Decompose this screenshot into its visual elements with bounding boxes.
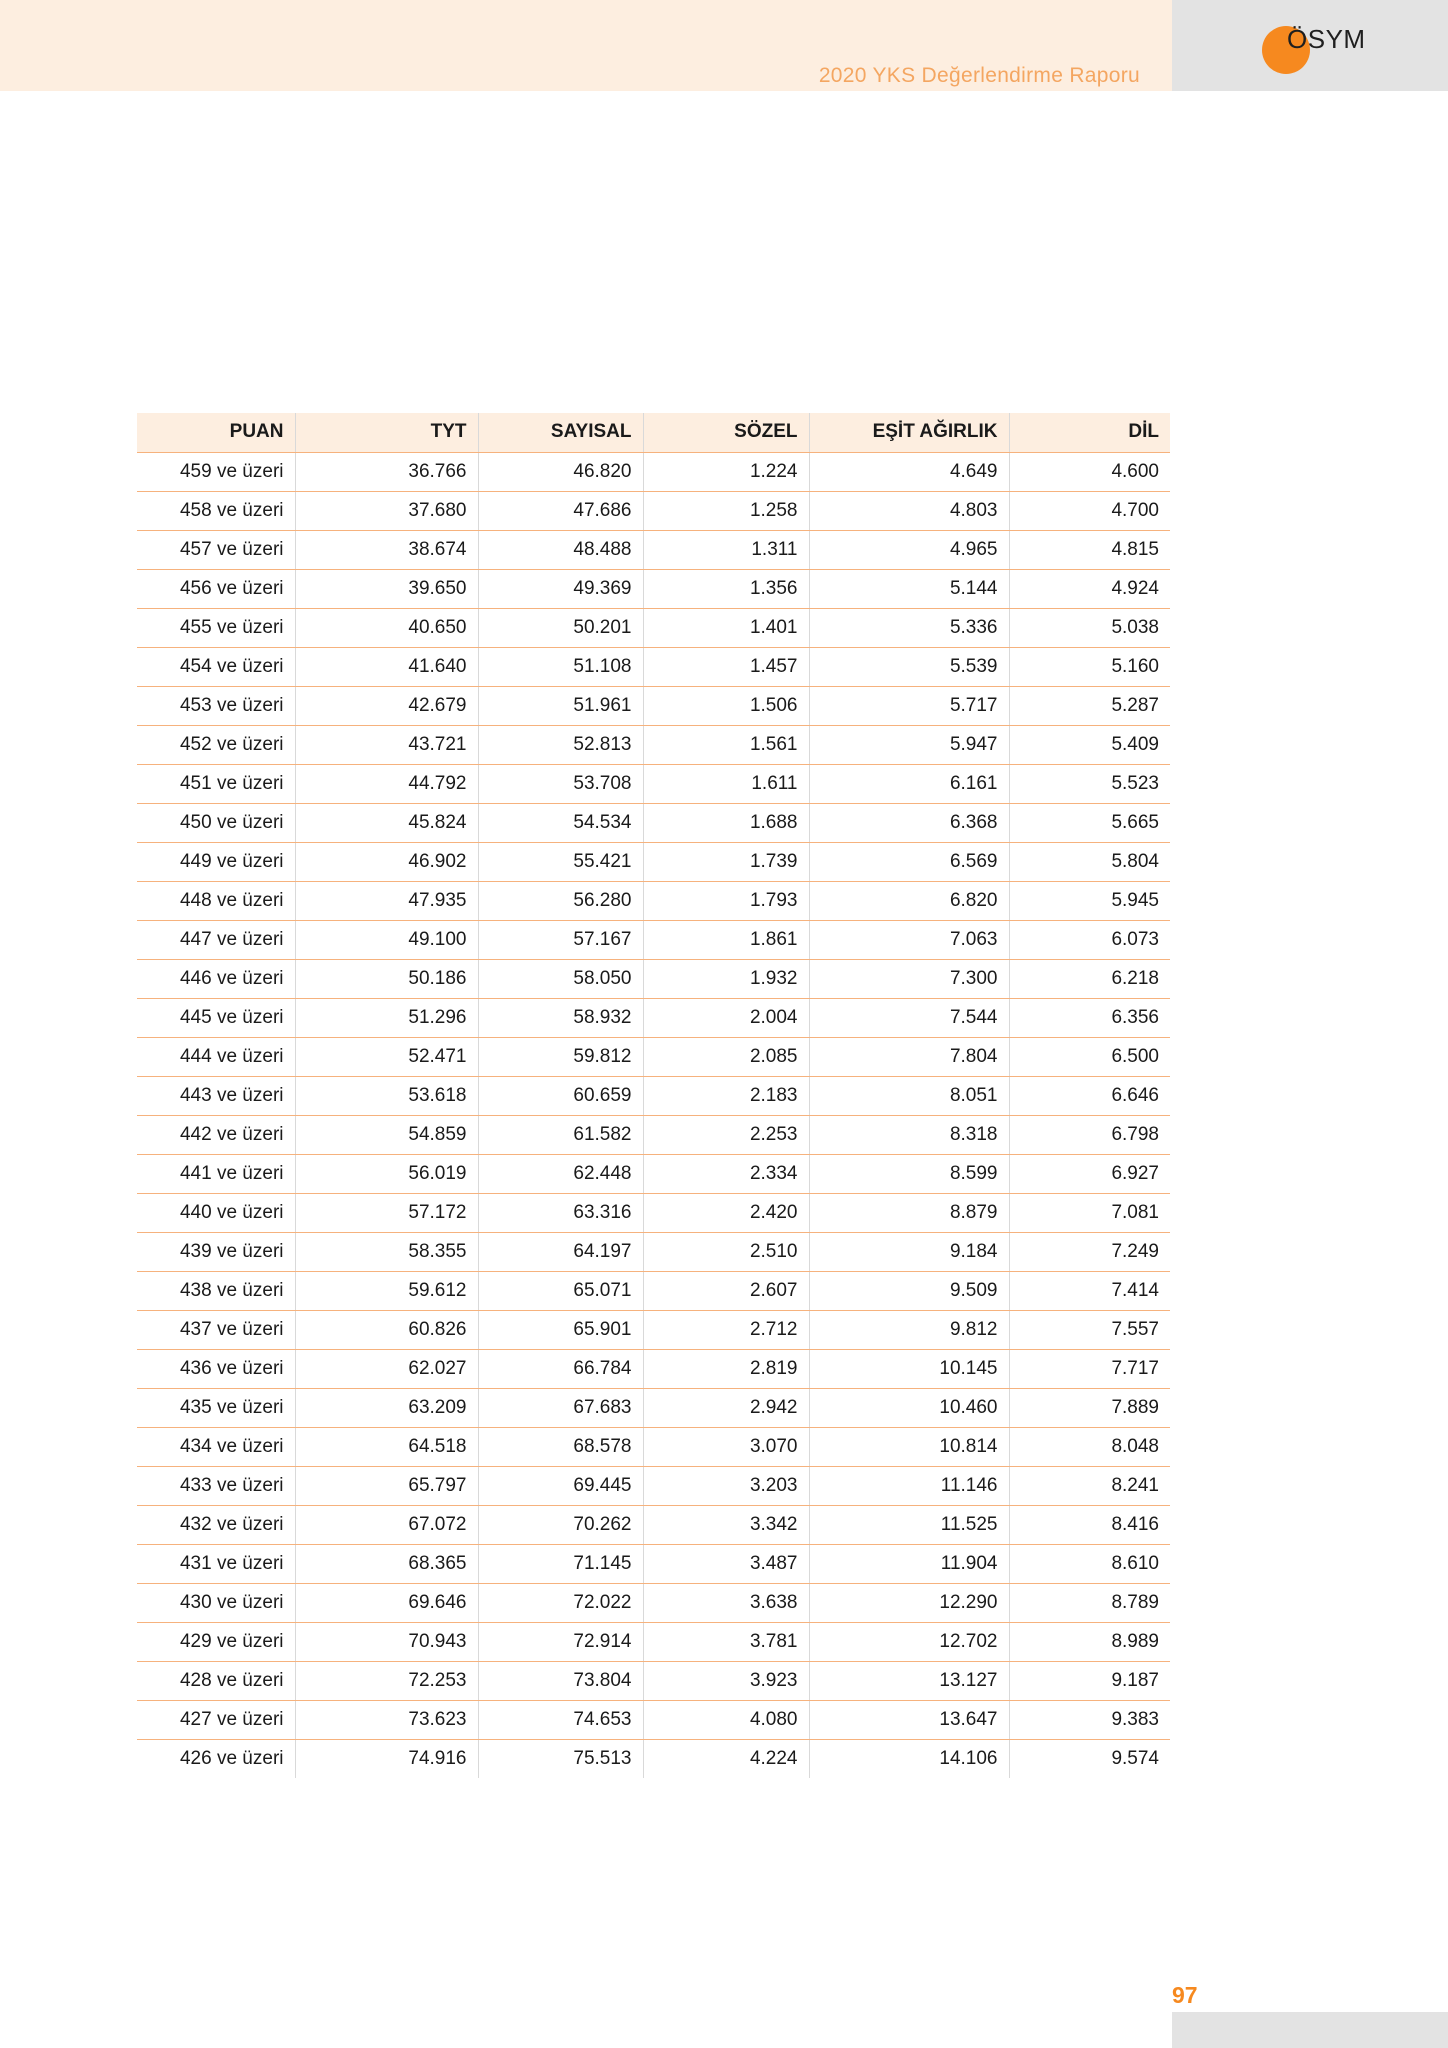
table-cell: 2.712 xyxy=(643,1310,809,1349)
table-cell: 9.184 xyxy=(809,1232,1009,1271)
table-cell: 10.145 xyxy=(809,1349,1009,1388)
table-cell: 9.812 xyxy=(809,1310,1009,1349)
table-cell: 51.296 xyxy=(295,998,478,1037)
column-header: PUAN xyxy=(137,413,295,452)
table-cell: 63.209 xyxy=(295,1388,478,1427)
table-cell: 444 ve üzeri xyxy=(137,1037,295,1076)
table-cell: 4.965 xyxy=(809,530,1009,569)
table-cell: 12.702 xyxy=(809,1622,1009,1661)
table-cell: 6.161 xyxy=(809,764,1009,803)
header-band xyxy=(0,0,1172,91)
table-row xyxy=(137,1466,1170,1505)
table-row xyxy=(137,842,1170,881)
table-cell: 7.804 xyxy=(809,1037,1009,1076)
table-cell: 56.019 xyxy=(295,1154,478,1193)
table-cell: 8.051 xyxy=(809,1076,1009,1115)
column-header: SAYISAL xyxy=(478,413,643,452)
table-cell: 10.460 xyxy=(809,1388,1009,1427)
table-row xyxy=(137,1115,1170,1154)
table-cell: 432 ve üzeri xyxy=(137,1505,295,1544)
table-cell: 9.574 xyxy=(1111,1747,1159,1769)
table-cell: 54.859 xyxy=(295,1115,478,1154)
table-row xyxy=(137,1193,1170,1232)
table-cell: 1.258 xyxy=(643,491,809,530)
table-cell: 70.943 xyxy=(295,1622,478,1661)
table-cell: 7.889 xyxy=(1009,1388,1170,1427)
table-cell: 441 ve üzeri xyxy=(137,1154,295,1193)
table-cell: 41.640 xyxy=(295,647,478,686)
table-cell: 2.334 xyxy=(643,1154,809,1193)
table-cell: 428 ve üzeri xyxy=(137,1661,295,1700)
table-cell: 7.717 xyxy=(1009,1349,1170,1388)
table-cell: 54.534 xyxy=(478,803,643,842)
table-cell: 3.342 xyxy=(643,1505,809,1544)
table-row xyxy=(137,1427,1170,1466)
table-cell: 5.038 xyxy=(1009,608,1170,647)
table-cell: 1.457 xyxy=(643,647,809,686)
table-cell: 60.826 xyxy=(295,1310,478,1349)
table-row xyxy=(137,1739,1170,1778)
table-cell: 75.513 xyxy=(478,1739,643,1778)
table-cell: 8.610 xyxy=(1009,1544,1170,1583)
table-cell: 9.383 xyxy=(1009,1700,1170,1739)
table-cell: 36.766 xyxy=(295,452,478,491)
table-cell: 8.048 xyxy=(1009,1427,1170,1466)
table-cell: 445 ve üzeri xyxy=(137,998,295,1037)
table-cell: 40.650 xyxy=(295,608,478,647)
table-cell: 73.623 xyxy=(295,1700,478,1739)
score-table-wrapper xyxy=(137,413,1170,1778)
table-cell: 49.100 xyxy=(295,920,478,959)
table-cell: 46.820 xyxy=(478,452,643,491)
table-cell: 49.369 xyxy=(478,569,643,608)
table-cell: 8.789 xyxy=(1009,1583,1170,1622)
table-cell: 427 ve üzeri xyxy=(137,1700,295,1739)
table-cell: 13.647 xyxy=(809,1700,1009,1739)
table-cell: 5.523 xyxy=(1009,764,1170,803)
table-cell: 3.070 xyxy=(643,1427,809,1466)
table-cell: 4.600 xyxy=(1009,452,1170,491)
table-cell: 53.708 xyxy=(478,764,643,803)
table-cell: 447 ve üzeri xyxy=(137,920,295,959)
table-cell: 455 ve üzeri xyxy=(137,608,295,647)
table-cell: 2.183 xyxy=(643,1076,809,1115)
table-cell: 7.557 xyxy=(1009,1310,1170,1349)
table-cell: 62.027 xyxy=(295,1349,478,1388)
table-cell: 7.544 xyxy=(809,998,1009,1037)
column-header: TYT xyxy=(295,413,478,452)
table-cell: 8.989 xyxy=(1009,1622,1170,1661)
table-cell: 65.901 xyxy=(478,1310,643,1349)
table-cell: 11.904 xyxy=(809,1544,1009,1583)
table-cell: 69.445 xyxy=(478,1466,643,1505)
table-cell: 3.923 xyxy=(643,1661,809,1700)
table-row xyxy=(137,1232,1170,1271)
table-cell: 8.879 xyxy=(809,1193,1009,1232)
table-cell: 72.253 xyxy=(295,1661,478,1700)
table-cell: 57.172 xyxy=(295,1193,478,1232)
table-cell: 452 ve üzeri xyxy=(137,725,295,764)
table-cell: 48.488 xyxy=(478,530,643,569)
table-cell: 50.201 xyxy=(478,608,643,647)
table-cell: 47.686 xyxy=(478,491,643,530)
table-cell: 59.612 xyxy=(295,1271,478,1310)
table-cell: 6.798 xyxy=(1009,1115,1170,1154)
table-cell: 44.792 xyxy=(295,764,478,803)
table-cell: 454 ve üzeri xyxy=(137,647,295,686)
table-cell: 6.927 xyxy=(1009,1154,1170,1193)
table-row xyxy=(137,1037,1170,1076)
table-cell: 459 ve üzeri xyxy=(137,452,295,491)
table-cell: 45.824 xyxy=(295,803,478,842)
table-cell: 6.569 xyxy=(809,842,1009,881)
table-body xyxy=(137,452,1170,1778)
table-cell: 5.160 xyxy=(1009,647,1170,686)
table-cell: 5.717 xyxy=(809,686,1009,725)
report-title: 2020 YKS Değerlendirme Raporu xyxy=(818,64,1140,87)
table-cell: 438 ve üzeri xyxy=(137,1271,295,1310)
table-cell: 63.316 xyxy=(478,1193,643,1232)
table-cell: 61.582 xyxy=(478,1115,643,1154)
table-cell: 431 ve üzeri xyxy=(137,1544,295,1583)
table-cell: 3.487 xyxy=(643,1544,809,1583)
table-cell: 74.916 xyxy=(295,1739,478,1778)
table-cell: 2.510 xyxy=(643,1232,809,1271)
table-cell: 51.108 xyxy=(478,647,643,686)
table-cell: 2.253 xyxy=(643,1115,809,1154)
table-cell: 50.186 xyxy=(295,959,478,998)
table-cell: 3.781 xyxy=(643,1622,809,1661)
table-cell: 448 ve üzeri xyxy=(137,881,295,920)
table-cell: 1.739 xyxy=(643,842,809,881)
table-cell: 69.646 xyxy=(295,1583,478,1622)
table-cell: 10.814 xyxy=(809,1427,1009,1466)
table-cell: 6.073 xyxy=(1009,920,1170,959)
table-cell: 52.813 xyxy=(478,725,643,764)
table-cell: 51.961 xyxy=(478,686,643,725)
table-cell: 426 ve üzeri xyxy=(137,1739,295,1778)
table-cell: 436 ve üzeri xyxy=(137,1349,295,1388)
table-row xyxy=(137,608,1170,647)
table-cell: 4.649 xyxy=(809,452,1009,491)
table-cell: 6.218 xyxy=(1009,959,1170,998)
table-row xyxy=(137,1154,1170,1193)
table-cell: 66.784 xyxy=(478,1349,643,1388)
table-row xyxy=(137,1583,1170,1622)
column-header: SÖZEL xyxy=(643,413,809,452)
table-cell: 3.203 xyxy=(643,1466,809,1505)
table-cell: 74.653 xyxy=(478,1700,643,1739)
table-cell: 6.368 xyxy=(809,803,1009,842)
table-cell: 68.365 xyxy=(295,1544,478,1583)
table-cell: 57.167 xyxy=(478,920,643,959)
table-cell: 458 ve üzeri xyxy=(137,491,295,530)
table-cell: 5.336 xyxy=(809,608,1009,647)
table-cell: 72.022 xyxy=(478,1583,643,1622)
table-cell: 60.659 xyxy=(478,1076,643,1115)
table-cell: 430 ve üzeri xyxy=(137,1583,295,1622)
table-cell: 4.815 xyxy=(1009,530,1170,569)
table-row xyxy=(137,647,1170,686)
table-row xyxy=(137,1310,1170,1349)
table-cell: 2.420 xyxy=(643,1193,809,1232)
table-cell: 2.004 xyxy=(643,998,809,1037)
table-row xyxy=(137,1544,1170,1583)
table-row xyxy=(137,920,1170,959)
table-row xyxy=(137,881,1170,920)
table-row xyxy=(137,686,1170,725)
table-cell: 433 ve üzeri xyxy=(137,1466,295,1505)
table-row xyxy=(137,452,1170,491)
table-cell: 68.578 xyxy=(478,1427,643,1466)
table-row xyxy=(137,1622,1170,1661)
table-cell: 8.599 xyxy=(809,1154,1009,1193)
table-cell: 5.539 xyxy=(809,647,1009,686)
table-cell: 446 ve üzeri xyxy=(137,959,295,998)
table-cell: 65.797 xyxy=(295,1466,478,1505)
table-cell: 450 ve üzeri xyxy=(137,803,295,842)
table-cell: 8.416 xyxy=(1009,1505,1170,1544)
table-cell: 457 ve üzeri xyxy=(137,530,295,569)
table-cell: 13.127 xyxy=(809,1661,1009,1700)
table-cell: 1.506 xyxy=(643,686,809,725)
table-cell: 1.401 xyxy=(643,608,809,647)
table-cell: 6.820 xyxy=(809,881,1009,920)
logo-text: ÖSYM xyxy=(1287,24,1366,54)
table-cell: 434 ve üzeri xyxy=(137,1427,295,1466)
table-cell: 59.812 xyxy=(478,1037,643,1076)
table-cell: 46.902 xyxy=(295,842,478,881)
table-cell: 8.318 xyxy=(809,1115,1009,1154)
table-cell: 5.804 xyxy=(1009,842,1170,881)
table-cell: 11.525 xyxy=(809,1505,1009,1544)
logo-box xyxy=(1172,0,1448,91)
table-cell: 1.861 xyxy=(643,920,809,959)
table-cell: 2.819 xyxy=(643,1349,809,1388)
table-cell: 70.262 xyxy=(478,1505,643,1544)
table-cell: 6.646 xyxy=(1009,1076,1170,1115)
table-cell: 7.414 xyxy=(1009,1271,1170,1310)
table-row xyxy=(137,998,1170,1037)
table-cell: 12.290 xyxy=(809,1583,1009,1622)
table-cell: 451 ve üzeri xyxy=(137,764,295,803)
table-cell: 4.803 xyxy=(809,491,1009,530)
table-row xyxy=(137,491,1170,530)
table-row xyxy=(137,569,1170,608)
table-cell: 62.448 xyxy=(478,1154,643,1193)
table-cell: 38.674 xyxy=(295,530,478,569)
table-row xyxy=(137,1388,1170,1427)
column-header: EŞİT AĞIRLIK xyxy=(809,413,1009,452)
table-cell: 53.618 xyxy=(295,1076,478,1115)
table-cell: 429 ve üzeri xyxy=(137,1622,295,1661)
table-cell: 7.249 xyxy=(1009,1232,1170,1271)
table-cell: 5.144 xyxy=(809,569,1009,608)
table-cell: 5.945 xyxy=(1009,881,1170,920)
column-header: DİL xyxy=(1009,413,1170,452)
table-cell: 73.804 xyxy=(478,1661,643,1700)
table-cell: 449 ve üzeri xyxy=(137,842,295,881)
table-cell: 2.607 xyxy=(643,1271,809,1310)
table-cell: 4.080 xyxy=(643,1700,809,1739)
table-cell: 4.224 xyxy=(643,1739,809,1778)
table-cell: 3.638 xyxy=(643,1583,809,1622)
table-cell: 58.355 xyxy=(295,1232,478,1271)
table-cell: 64.197 xyxy=(478,1232,643,1271)
table-cell: 456 ve üzeri xyxy=(137,569,295,608)
table-cell: 67.072 xyxy=(295,1505,478,1544)
table-row xyxy=(137,1700,1170,1739)
table-cell: 11.146 xyxy=(809,1466,1009,1505)
table-cell: 435 ve üzeri xyxy=(137,1388,295,1427)
table-cell: 1.932 xyxy=(643,959,809,998)
table-row xyxy=(137,725,1170,764)
table-cell: 56.280 xyxy=(478,881,643,920)
table-header-row xyxy=(137,413,1170,452)
table-row xyxy=(137,1505,1170,1544)
table-cell: 14.106 xyxy=(809,1739,1009,1778)
table-row xyxy=(137,1349,1170,1388)
table-cell: 58.050 xyxy=(478,959,643,998)
table-cell: 72.914 xyxy=(478,1622,643,1661)
table-cell: 1.224 xyxy=(643,452,809,491)
table-cell: 47.935 xyxy=(295,881,478,920)
table-cell: 5.287 xyxy=(1009,686,1170,725)
table-cell: 7.081 xyxy=(1009,1193,1170,1232)
table-cell: 1.311 xyxy=(643,530,809,569)
table-cell: 4.700 xyxy=(1009,491,1170,530)
table-cell: 440 ve üzeri xyxy=(137,1193,295,1232)
table-cell: 5.409 xyxy=(1009,725,1170,764)
table-cell: 437 ve üzeri xyxy=(137,1310,295,1349)
table-cell: 443 ve üzeri xyxy=(137,1076,295,1115)
table-row xyxy=(137,959,1170,998)
table-cell: 5.665 xyxy=(1009,803,1170,842)
table-cell: 58.932 xyxy=(478,998,643,1037)
table-cell: 1.793 xyxy=(643,881,809,920)
table-cell: 439 ve üzeri xyxy=(137,1232,295,1271)
table-cell: 442 ve üzeri xyxy=(137,1115,295,1154)
table-cell: 1.688 xyxy=(643,803,809,842)
table-cell: 55.421 xyxy=(478,842,643,881)
table-row xyxy=(137,530,1170,569)
table-cell: 1.561 xyxy=(643,725,809,764)
table-cell: 2.942 xyxy=(643,1388,809,1427)
table-cell: 67.683 xyxy=(478,1388,643,1427)
table-cell: 5.947 xyxy=(809,725,1009,764)
table-cell: 453 ve üzeri xyxy=(137,686,295,725)
table-cell: 39.650 xyxy=(295,569,478,608)
table-cell: 43.721 xyxy=(295,725,478,764)
table-cell: 8.241 xyxy=(1009,1466,1170,1505)
table-cell: 42.679 xyxy=(295,686,478,725)
table-cell: 9.509 xyxy=(809,1271,1009,1310)
page-number: 97 xyxy=(1172,1982,1198,2008)
table-cell: 6.500 xyxy=(1009,1037,1170,1076)
table-cell: 71.145 xyxy=(478,1544,643,1583)
table-cell: 7.063 xyxy=(809,920,1009,959)
table-cell: 64.518 xyxy=(295,1427,478,1466)
table-row xyxy=(137,1661,1170,1700)
table-row xyxy=(137,764,1170,803)
table-cell: 9.187 xyxy=(1009,1661,1170,1700)
table-row xyxy=(137,1271,1170,1310)
table-row xyxy=(137,803,1170,842)
table-cell: 1.611 xyxy=(643,764,809,803)
table-cell: 65.071 xyxy=(478,1271,643,1310)
table-cell: 6.356 xyxy=(1009,998,1170,1037)
footer-box xyxy=(1172,2012,1448,2048)
table-row xyxy=(137,1076,1170,1115)
table-cell: 37.680 xyxy=(295,491,478,530)
table-cell: 1.356 xyxy=(643,569,809,608)
score-table xyxy=(137,413,1170,1778)
table-cell: 4.924 xyxy=(1009,569,1170,608)
table-cell: 7.300 xyxy=(809,959,1009,998)
table-cell: 2.085 xyxy=(643,1037,809,1076)
table-cell: 52.471 xyxy=(295,1037,478,1076)
